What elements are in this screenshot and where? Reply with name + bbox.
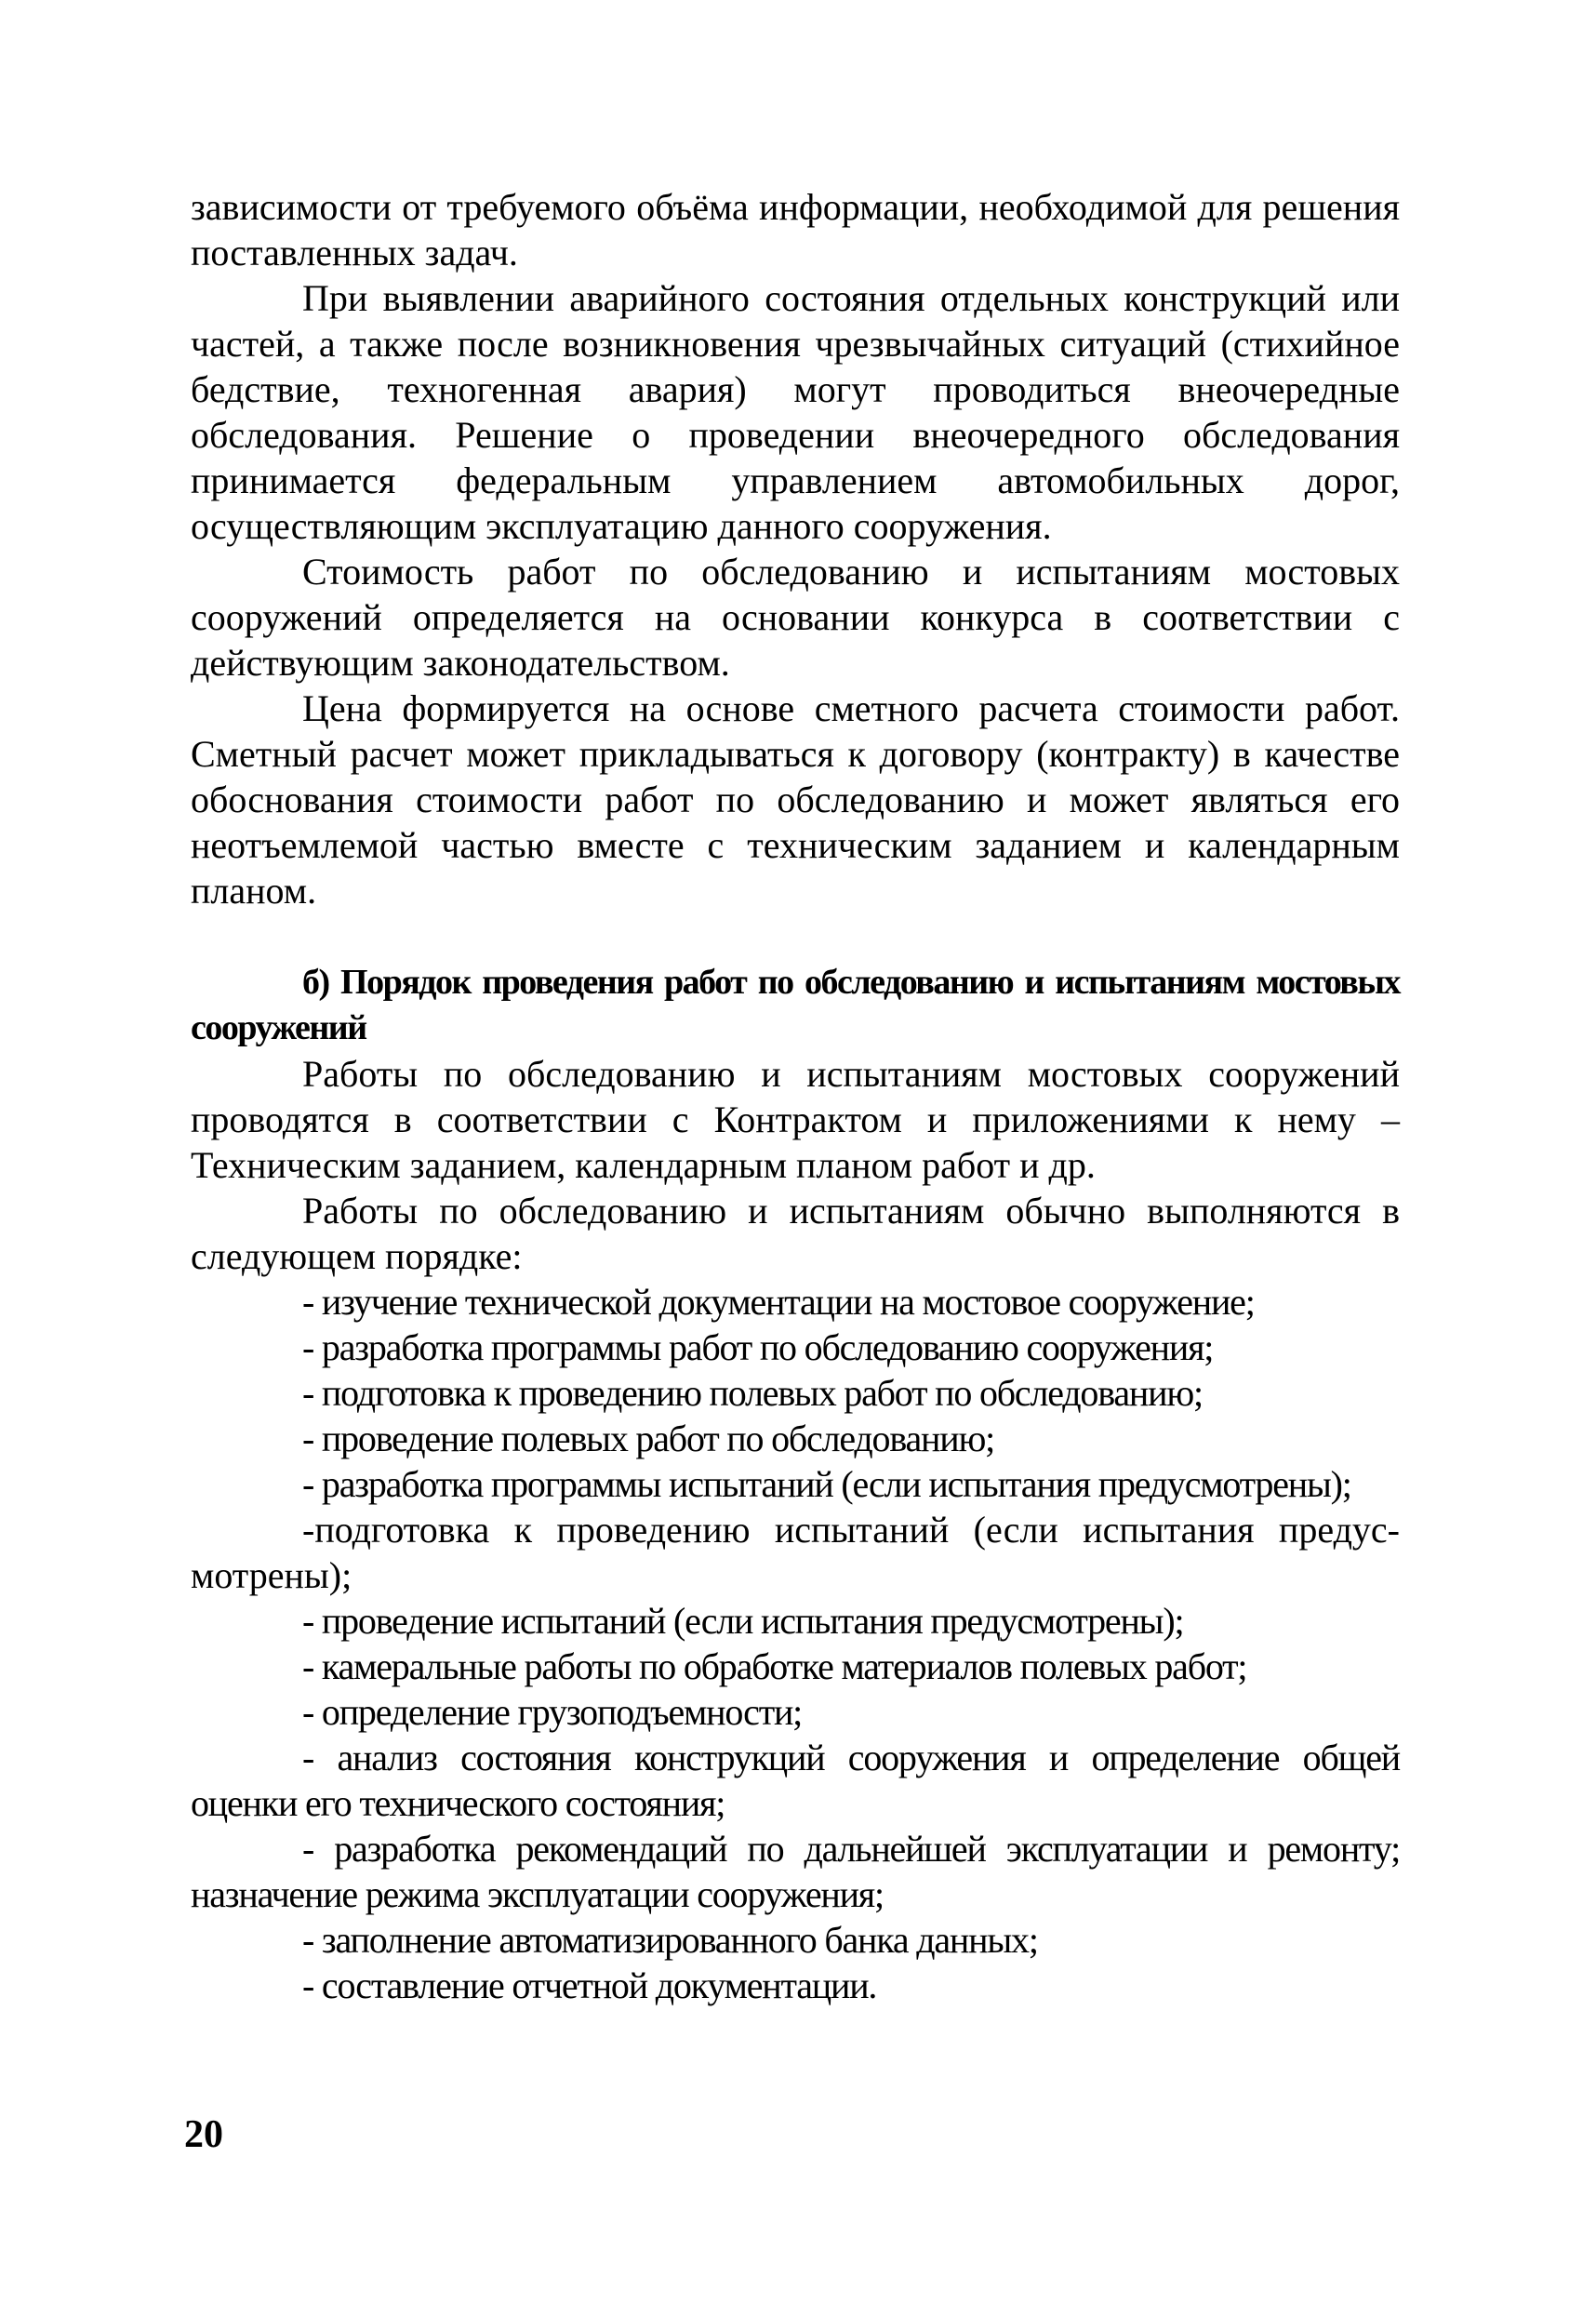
paragraph: При выявлении аварийного состояния отдельных конструкций или частей, а также после возникновения чрезвычайных ситуаций (стихийное бедствие, техногенная авария) могут проводиться внеочередные обследования. Решение о проведении внеочередного обследования принимается федеральным управлением автомобильных дорог, осуществляющим эксплуатацию данного сооружения. — [191, 277, 1400, 547]
paragraph: Цена формируется на основе сметного расчета стоимости работ. Сметный расчет может прикладываться к договору (контракту) в качестве обоснования стоимости работ по обследованию и может являться его неотъемлемой частью вместе с техническим заданием и календарным планом. — [191, 687, 1400, 912]
paragraph: Работы по обследованию и испытаниям обычно выполняются в следующем порядке: — [191, 1190, 1400, 1277]
body-text — [191, 184, 1400, 2008]
list-item: - изучение технической документации на мостовое сооружение; — [302, 1281, 1255, 1323]
paragraph: зависимости от требуемого объёма информации, необходимой для решения поставленных задач. — [191, 186, 1400, 273]
list-item: - проведение полевых работ по обследованию; — [302, 1418, 995, 1459]
list-item: - составление отчетной документации. — [302, 1964, 877, 2006]
paragraph: Работы по обследованию и испытаниям мостовых сооружений проводятся в соответствии с Контрактом и приложениями к нему – Техническим заданием, календарным планом работ и др. — [191, 1053, 1400, 1186]
paragraph: Стоимость работ по обследованию и испытаниям мостовых сооружений определяется на основании конкурса в соответствии с действующим законодательством. — [191, 551, 1400, 684]
list-item: - разработка программы испытаний (если испытания предусмотрены); — [302, 1463, 1351, 1505]
list-item: - подготовка к проведению полевых работ по обследованию; — [302, 1372, 1203, 1414]
list-item: - проведение испытаний (если испытания предусмотрены); — [302, 1600, 1184, 1642]
list-item: - заполнение автоматизированного банка данных; — [302, 1919, 1038, 1961]
list-item: - камеральные работы по обработке материалов полевых работ; — [302, 1645, 1247, 1687]
page-number: 20 — [184, 2113, 223, 2156]
procedure-list — [191, 1279, 1400, 2008]
list-item: - разработка рекомендаций по дальнейшей эксплуатации и ремонту; назначение режима эксплуатации сооружения; — [191, 1828, 1400, 1915]
list-item: - разработка программы работ по обследованию сооружения; — [302, 1326, 1214, 1368]
list-item: - определение грузоподъемности; — [302, 1691, 803, 1733]
section-heading: б) Порядок проведения работ по обследованию и испытаниям мостовых сооружений — [191, 963, 1400, 1047]
list-item: - анализ состояния конструкций сооружения и определение общей оценки его технического состояния; — [191, 1737, 1400, 1824]
list-item: -подготовка к проведению испытаний (если испытания предус-мотрены); — [191, 1509, 1400, 1596]
